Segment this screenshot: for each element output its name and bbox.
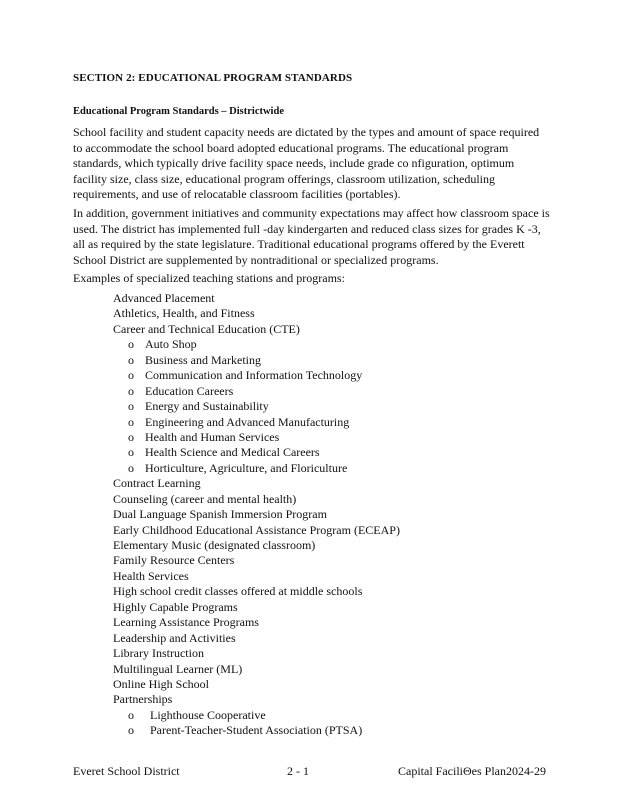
section-title: SECTION 2: EDUCATIONAL PROGRAM STANDARDS	[73, 72, 353, 84]
list-item-text: Contract Learning	[113, 476, 201, 491]
list-item-text: Dual Language Spanish Immersion Program	[113, 507, 327, 522]
circle-bullet-icon: o	[128, 352, 134, 367]
list-item-text: Business and Marketing	[145, 352, 261, 367]
list-item	[0, 615, 618, 630]
list-item-text: High school credit classes offered at middle schools	[113, 584, 363, 599]
bullet-icon	[89, 476, 98, 491]
program-list	[0, 291, 618, 739]
circle-bullet-icon: o	[128, 368, 134, 383]
sub-list-item	[0, 708, 618, 723]
list-item-text: Athletics, Health, and Fitness	[113, 306, 255, 321]
bullet-icon	[89, 322, 98, 337]
bullet-icon	[89, 615, 98, 630]
list-item-text: Counseling (career and mental health)	[113, 491, 297, 506]
bullet-icon	[89, 538, 98, 553]
list-item-text: Lighthouse Cooperative	[150, 707, 266, 722]
bullet-icon	[89, 662, 98, 677]
list-item	[0, 538, 618, 553]
list-item-text: Health Science and Medical Careers	[145, 445, 320, 460]
list-item	[0, 523, 618, 538]
bullet-icon	[89, 523, 98, 538]
list-item	[0, 569, 618, 584]
list-item-text: Parent-Teacher-Student Association (PTSA)	[150, 723, 363, 738]
circle-bullet-icon: o	[128, 723, 134, 738]
sub-list-item	[0, 399, 618, 414]
list-item-text: Health and Human Services	[145, 429, 280, 444]
sub-list-item	[0, 723, 618, 738]
list-item	[0, 631, 618, 646]
circle-bullet-icon: o	[128, 707, 134, 722]
bullet-icon	[89, 553, 98, 568]
paragraph-examples-intro: Examples of specialized teaching stations and programs:	[73, 271, 345, 285]
list-item	[0, 584, 618, 599]
list-item	[0, 322, 618, 337]
circle-bullet-icon: o	[128, 460, 134, 475]
list-item-text: Energy and Sustainability	[145, 399, 269, 414]
paragraph-initiatives: In addition, government initiatives and community expectations may affect how classroom space is used. The district has implemented full -day kindergarten and reduced class sizes for grades K -3, all as required by the state legislature. Traditional educational programs offered by the Everett School District are supplemented by nontraditional or specialized programs.	[73, 206, 550, 267]
list-item	[0, 692, 618, 707]
bullet-icon	[89, 600, 98, 615]
list-item-text: Family Resource Centers	[113, 553, 235, 568]
sub-list-item	[0, 368, 618, 383]
list-item-text: Engineering and Advanced Manufacturing	[145, 414, 350, 429]
subsection-title: Educational Program Standards – Districtwide	[73, 106, 284, 117]
bullet-icon	[89, 507, 98, 522]
paragraph-space-needs: School facility and student capacity needs are dictated by the types and amount of space required to accommodate the school board adopted educational programs. The educational program standards, which typically drive facility space needs, include grade co nfiguration, optimum facility size, class size, educational program offerings, classroom utilization, scheduling requirements, and use of relocatable classroom facilities (portables).	[73, 125, 540, 202]
list-item-text: Communication and Information Technology	[145, 368, 363, 383]
list-item-text: Health Services	[113, 568, 189, 583]
list-item-text: Early Childhood Educational Assistance Program (ECEAP)	[113, 522, 400, 537]
footer-document-title: Capital FaciliΘes Plan2024-29	[398, 764, 546, 778]
list-item-text: Elementary Music (designated classroom)	[113, 538, 316, 552]
list-item	[0, 600, 618, 615]
sub-list-item	[0, 384, 618, 399]
bullet-icon	[89, 584, 98, 599]
list-item	[0, 646, 618, 661]
list-item-text: Library Instruction	[113, 646, 204, 661]
list-item	[0, 476, 618, 491]
list-item-text: Horticulture, Agriculture, and Floriculture	[145, 460, 348, 475]
sub-list-item	[0, 415, 618, 430]
circle-bullet-icon: o	[128, 337, 134, 352]
circle-bullet-icon: o	[128, 429, 134, 444]
circle-bullet-icon: o	[128, 383, 134, 398]
list-item	[0, 492, 618, 507]
list-item	[0, 677, 618, 692]
sub-list-item	[0, 461, 618, 476]
list-item-text: Advanced Placement	[113, 291, 215, 305]
list-item-text: Auto Shop	[145, 337, 197, 352]
bullet-icon	[89, 492, 98, 507]
list-item-text: Multilingual Learner (ML)	[113, 661, 243, 676]
list-item	[0, 306, 618, 321]
circle-bullet-icon: o	[128, 399, 134, 414]
list-item-text: Education Careers	[145, 383, 234, 398]
list-item-text: Career and Technical Education (CTE)	[113, 321, 300, 336]
list-item-text: Partnerships	[113, 692, 173, 707]
sub-list-item	[0, 430, 618, 445]
footer-page-number: 2 - 1	[287, 764, 309, 778]
list-item	[0, 507, 618, 522]
sub-list-item	[0, 445, 618, 460]
bullet-icon	[89, 291, 98, 306]
bullet-icon	[89, 631, 98, 646]
circle-bullet-icon: o	[128, 414, 134, 429]
bullet-icon	[89, 646, 98, 661]
bullet-icon	[89, 306, 98, 321]
circle-bullet-icon: o	[128, 445, 134, 460]
bullet-icon	[89, 692, 98, 707]
list-item-text: Online High School	[113, 676, 209, 691]
list-item	[0, 662, 618, 677]
sub-list-item	[0, 337, 618, 352]
footer-district: Everet School District	[73, 764, 180, 778]
sub-list-item	[0, 353, 618, 368]
list-item-text: Leadership and Activities	[113, 630, 236, 645]
bullet-icon	[89, 569, 98, 584]
list-item	[0, 553, 618, 568]
list-item-text: Learning Assistance Programs	[113, 615, 259, 630]
bullet-icon	[89, 677, 98, 692]
list-item	[0, 291, 618, 306]
list-item-text: Highly Capable Programs	[113, 599, 238, 614]
